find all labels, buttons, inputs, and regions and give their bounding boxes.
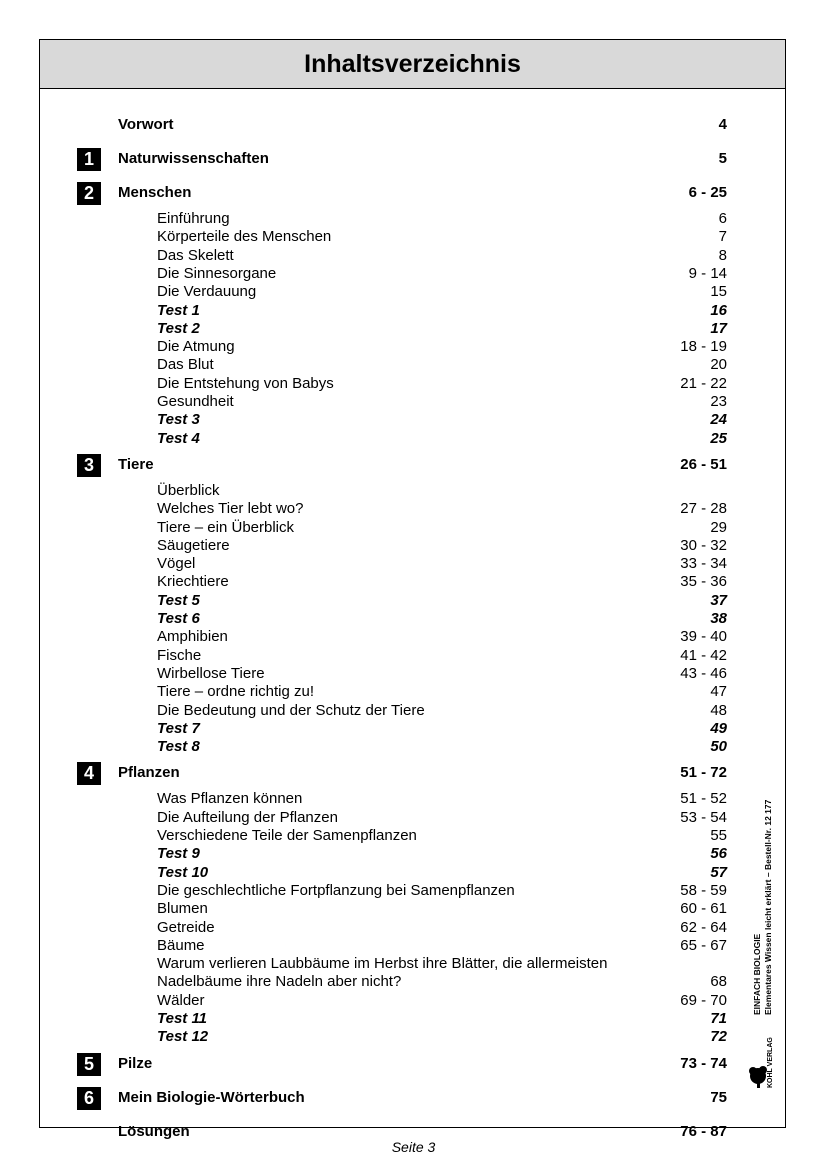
toc-pages: 73 - 74 xyxy=(680,1054,727,1072)
toc-label: Naturwissenschaften xyxy=(118,150,269,167)
toc-pages: 35 - 36 xyxy=(680,573,727,591)
toc-item xyxy=(40,375,787,395)
toc-item xyxy=(40,919,787,939)
toc-label: Lösungen xyxy=(118,1122,190,1140)
toc-pages: 27 - 28 xyxy=(680,500,727,518)
toc-item xyxy=(40,973,787,993)
toc-label: Fische xyxy=(157,646,202,664)
toc-label: Nadelbäume ihre Nadeln aber nicht? xyxy=(157,973,402,991)
toc-item xyxy=(40,790,787,810)
toc-label: Vögel xyxy=(157,555,196,573)
toc-label: Das Skelett xyxy=(157,246,234,264)
toc-label: Test 8 xyxy=(157,738,200,756)
toc-test xyxy=(40,738,787,758)
toc-label: Blumen xyxy=(157,900,208,918)
toc-pages: 65 - 67 xyxy=(680,936,727,954)
toc-pages: 72 xyxy=(710,1028,727,1046)
toc-label: Menschen xyxy=(118,184,192,201)
series-subtitle: Elementares Wissen leicht erklärt – Bestell-Nr. 12 177 xyxy=(763,799,773,1015)
toc-pages: 16 xyxy=(710,301,727,319)
toc-pages: 68 xyxy=(710,973,727,991)
toc-item xyxy=(40,482,787,502)
toc-item xyxy=(40,955,787,975)
toc-pages: 41 - 42 xyxy=(680,646,727,664)
toc-label: Test 2 xyxy=(157,319,200,337)
toc-label: Die Atmung xyxy=(157,338,235,356)
toc-pages: 4 xyxy=(718,116,727,133)
toc-label: Test 6 xyxy=(157,610,200,627)
chapter-number-badge: 5 xyxy=(77,1053,101,1076)
toc-label: Wirbellose Tiere xyxy=(157,664,265,682)
toc-label: Vorwort xyxy=(118,116,174,133)
toc-pages: 6 - 25 xyxy=(688,184,727,201)
toc-pages: 43 - 46 xyxy=(680,664,727,682)
toc-pages: 71 xyxy=(710,1010,727,1027)
toc-pages: 37 xyxy=(710,591,727,609)
toc-label: Getreide xyxy=(157,918,215,936)
toc-pages: 69 - 70 xyxy=(680,991,727,1009)
toc-label: Überblick xyxy=(157,481,220,499)
chapter-number-badge: 2 xyxy=(77,182,101,205)
toc-section xyxy=(40,1055,787,1075)
toc-section xyxy=(40,116,787,136)
toc-label: Säugetiere xyxy=(157,536,230,554)
toc-pages: 33 - 34 xyxy=(680,555,727,573)
toc-label: Die Sinnesorgane xyxy=(157,264,277,282)
toc-item xyxy=(40,628,787,648)
chapter-number-badge: 4 xyxy=(77,762,101,785)
toc-label: Pflanzen xyxy=(118,764,180,782)
toc-label: Kriechtiere xyxy=(157,573,229,591)
toc-item xyxy=(40,537,787,557)
toc-pages: 17 xyxy=(710,319,727,337)
toc-pages: 51 - 52 xyxy=(680,790,727,808)
toc-pages: 39 - 40 xyxy=(680,628,727,646)
toc-test xyxy=(40,320,787,340)
toc-pages: 76 - 87 xyxy=(680,1122,727,1140)
toc-pages: 24 xyxy=(710,411,727,429)
chapter-number-badge: 1 xyxy=(77,148,101,171)
toc-pages: 6 xyxy=(718,210,727,227)
toc-label: Test 4 xyxy=(157,429,200,447)
series-name: EINFACH BIOLOGIE xyxy=(752,933,762,1015)
toc-label: Verschiedene Teile der Samenpflanzen xyxy=(157,827,417,844)
toc-item xyxy=(40,900,787,920)
toc-test xyxy=(40,430,787,450)
toc-label: Tiere – ordne richtig zu! xyxy=(157,683,315,701)
toc-item xyxy=(40,210,787,230)
toc-label: Amphibien xyxy=(157,628,228,646)
toc-pages: 47 xyxy=(710,683,727,701)
toc-section xyxy=(40,764,787,784)
toc-test xyxy=(40,302,787,322)
toc-pages: 15 xyxy=(710,283,727,301)
toc-pages: 58 - 59 xyxy=(680,881,727,899)
toc-pages: 25 xyxy=(710,429,727,447)
toc-label: Wälder xyxy=(157,991,205,1009)
toc-pages: 7 xyxy=(718,228,727,246)
toc-test xyxy=(40,610,787,630)
toc-item xyxy=(40,647,787,667)
toc-test xyxy=(40,720,787,740)
toc-pages: 62 - 64 xyxy=(680,918,727,936)
toc-item xyxy=(40,992,787,1012)
toc-pages: 53 - 54 xyxy=(680,808,727,826)
toc-label: Warum verlieren Laubbäume im Herbst ihre Blätter, die allermeisten xyxy=(157,955,608,973)
toc-item xyxy=(40,247,787,267)
toc-test xyxy=(40,1010,787,1030)
toc-label: Mein Biologie-Wörterbuch xyxy=(118,1088,305,1106)
toc-label: Die Entstehung von Babys xyxy=(157,374,334,392)
toc-label: Die Bedeutung und der Schutz der Tiere xyxy=(157,701,425,719)
toc-label: Test 11 xyxy=(157,1010,208,1027)
page-number: Seite 3 xyxy=(391,1139,436,1155)
toc-test xyxy=(40,411,787,431)
toc-pages: 20 xyxy=(710,356,727,374)
toc-pages: 57 xyxy=(710,863,727,881)
toc-label: Test 12 xyxy=(157,1028,209,1046)
toc-item xyxy=(40,265,787,285)
toc-label: Gesundheit xyxy=(157,393,234,410)
toc-pages: 8 xyxy=(718,246,727,264)
toc-pages: 55 xyxy=(710,827,727,844)
toc-label: Test 5 xyxy=(157,591,200,609)
toc-item xyxy=(40,555,787,575)
toc-label: Test 10 xyxy=(157,863,209,881)
toc-pages: 5 xyxy=(718,150,727,167)
toc-label: Die Verdauung xyxy=(157,283,257,301)
toc-pages: 38 xyxy=(710,610,727,627)
toc-label: Was Pflanzen können xyxy=(157,790,303,808)
toc-label: Welches Tier lebt wo? xyxy=(157,500,304,518)
toc-label: Das Blut xyxy=(157,356,214,374)
toc-label: Tiere xyxy=(118,455,154,473)
toc-item xyxy=(40,809,787,829)
toc-label: Tiere – ein Überblick xyxy=(157,518,294,536)
toc-item xyxy=(40,937,787,957)
toc-item xyxy=(40,702,787,722)
toc-label: Test 9 xyxy=(157,845,200,863)
toc-item xyxy=(40,500,787,520)
toc-section xyxy=(40,456,787,476)
chapter-number-badge: 6 xyxy=(77,1087,101,1110)
toc-label: Pilze xyxy=(118,1054,153,1072)
toc-pages: 60 - 61 xyxy=(680,900,727,918)
toc-pages: 23 xyxy=(710,393,727,410)
toc-item xyxy=(40,283,787,303)
toc-label: Bäume xyxy=(157,936,205,954)
toc-pages: 30 - 32 xyxy=(680,536,727,554)
toc-pages: 48 xyxy=(710,701,727,719)
tree-icon xyxy=(749,1066,767,1088)
side-imprint xyxy=(752,800,774,1015)
toc-label: Die geschlechtliche Fortpflanzung bei Samenpflanzen xyxy=(157,881,515,899)
toc-item xyxy=(40,338,787,358)
toc-label: Test 3 xyxy=(157,411,200,429)
toc-pages: 18 - 19 xyxy=(680,338,727,356)
toc-item xyxy=(40,519,787,539)
toc-pages: 26 - 51 xyxy=(680,455,727,473)
toc-pages: 49 xyxy=(710,719,727,737)
toc-label: Die Aufteilung der Pflanzen xyxy=(157,808,338,826)
toc-pages: 29 xyxy=(710,518,727,536)
toc-pages: 56 xyxy=(710,845,727,863)
toc-label: Test 1 xyxy=(157,301,200,319)
toc-item xyxy=(40,827,787,847)
toc-section xyxy=(40,1089,787,1109)
chapter-number-badge: 3 xyxy=(77,454,101,477)
toc-item xyxy=(40,393,787,413)
toc-item xyxy=(40,882,787,902)
toc-test xyxy=(40,1028,787,1048)
toc-test xyxy=(40,592,787,612)
toc-item xyxy=(40,356,787,376)
toc-pages: 51 - 72 xyxy=(680,764,727,782)
toc-test xyxy=(40,864,787,884)
page-title: Inhaltsverzeichnis xyxy=(40,40,785,89)
toc-item xyxy=(40,228,787,248)
page-frame xyxy=(39,39,786,1140)
toc-label: Körperteile des Menschen xyxy=(157,228,332,246)
toc-label: Einführung xyxy=(157,210,230,227)
toc-pages: 75 xyxy=(710,1088,727,1106)
toc-pages: 21 - 22 xyxy=(680,374,727,392)
toc-section xyxy=(40,150,787,170)
toc-item xyxy=(40,665,787,685)
toc-test xyxy=(40,845,787,865)
toc-pages: 9 - 14 xyxy=(688,264,727,282)
publisher-logo xyxy=(746,1036,782,1090)
toc-pages: 50 xyxy=(710,738,727,756)
toc-section xyxy=(40,184,787,204)
toc-item xyxy=(40,683,787,703)
toc-label: Test 7 xyxy=(157,719,200,737)
publisher-name: KOHL VERLAG xyxy=(767,1037,774,1088)
toc-item xyxy=(40,573,787,593)
